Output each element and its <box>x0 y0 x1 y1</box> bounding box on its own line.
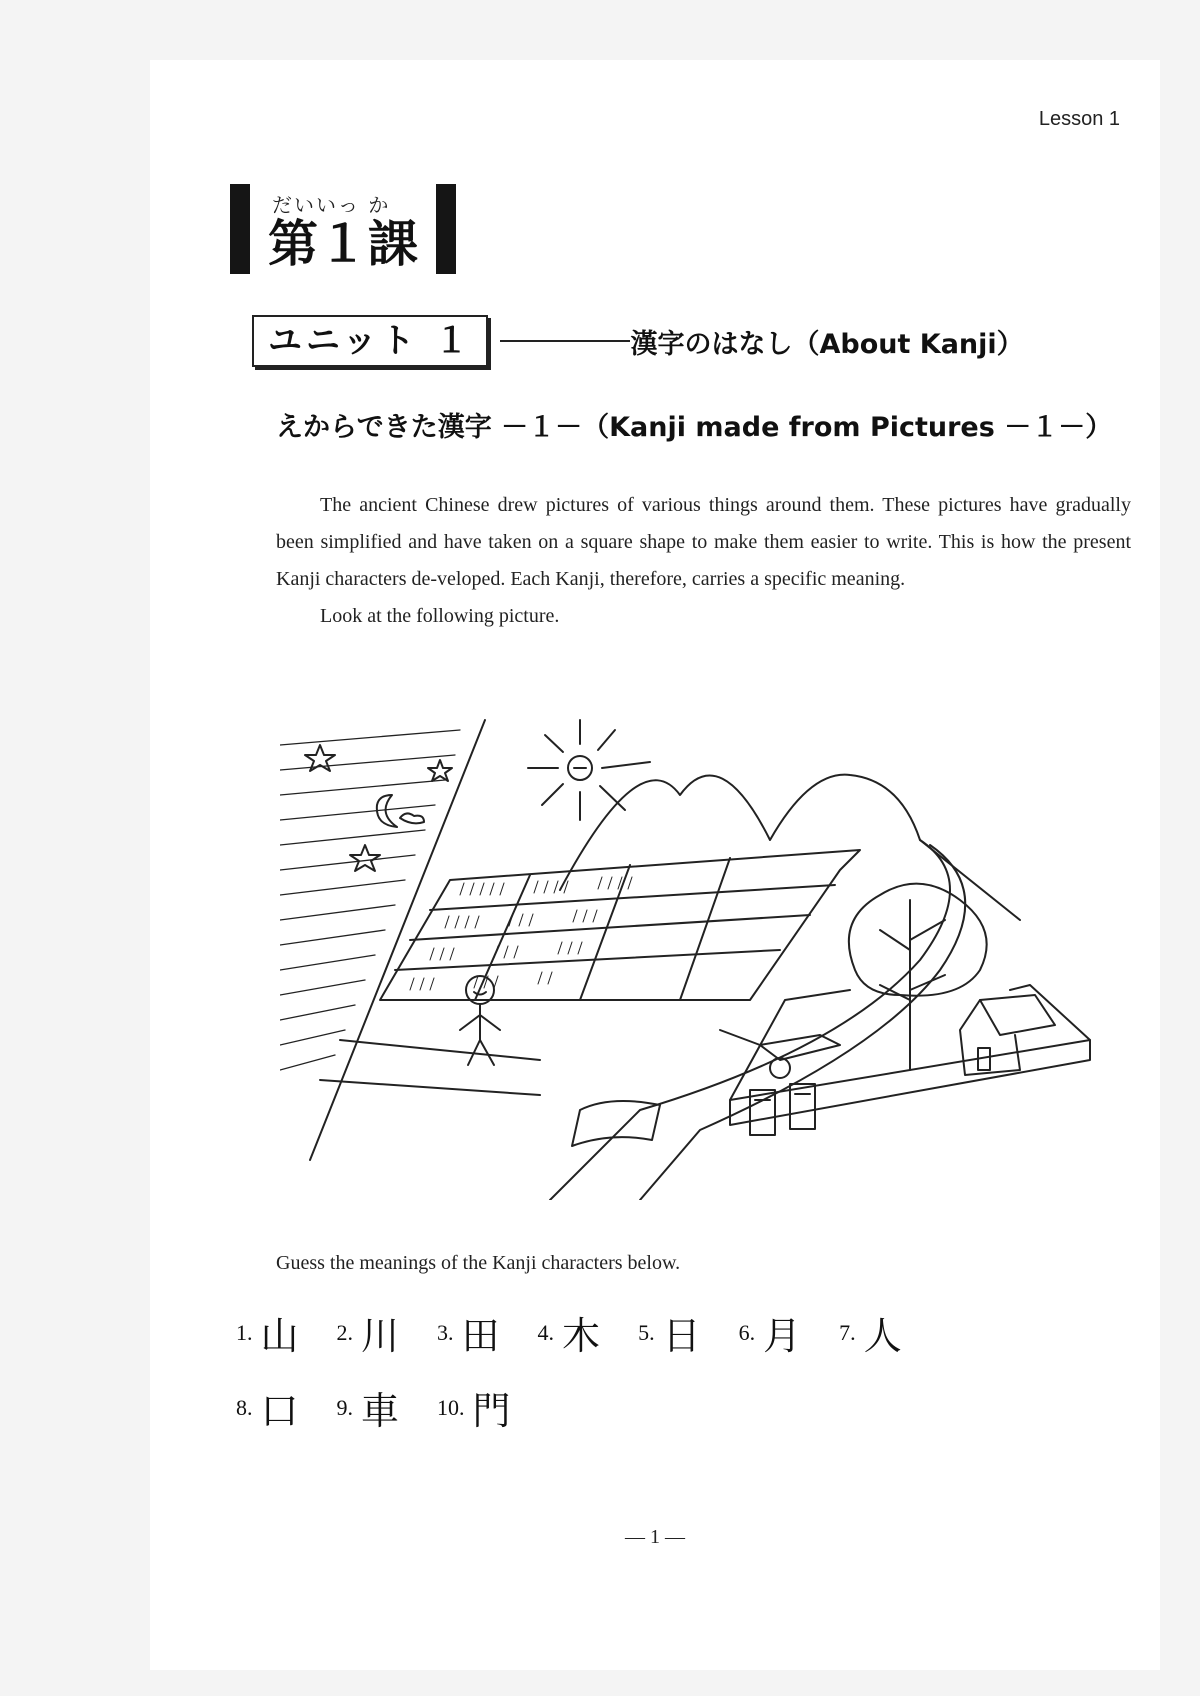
kanji-number: 9. <box>336 1394 354 1420</box>
unit-label: ユニット １ <box>252 315 488 367</box>
sun-icon <box>528 720 650 820</box>
lesson-title-block <box>230 184 456 274</box>
kanji-item <box>236 1380 299 1435</box>
unit-heading <box>252 315 1024 367</box>
night-boundary-line <box>310 720 485 1160</box>
moon-icon <box>377 795 397 827</box>
kanji-number: 6. <box>738 1319 756 1345</box>
section-subtitle: えからできた漢字 －１－（Kanji made from Pictures －１－） <box>276 412 1113 443</box>
kanji-character: 門 <box>472 1389 511 1433</box>
kanji-number: 10. <box>437 1394 465 1420</box>
body-paragraph-2: Look at the following picture. <box>320 605 560 627</box>
landscape-illustration <box>280 700 1110 1200</box>
house-icon <box>960 995 1055 1075</box>
kanji-number: 5. <box>638 1319 655 1345</box>
kanji-number: 7. <box>839 1319 856 1345</box>
kanji-character: 口 <box>260 1389 299 1433</box>
body-text <box>276 487 1131 635</box>
kanji-item <box>839 1305 902 1360</box>
road <box>340 1040 540 1060</box>
kanji-item <box>437 1380 511 1435</box>
kanji-item <box>739 1305 802 1360</box>
cloud-icon <box>400 813 424 823</box>
tree-icon <box>849 884 987 1070</box>
kanji-character: 日 <box>662 1314 701 1358</box>
kanji-number: 4. <box>537 1319 555 1345</box>
kanji-item <box>538 1305 601 1360</box>
kanji-character: 川 <box>361 1314 400 1358</box>
river-right-bank <box>640 845 965 1200</box>
lesson-title: 第１課 <box>268 215 418 273</box>
kanji-row-1 <box>236 1305 940 1360</box>
kanji-item <box>236 1305 299 1360</box>
kanji-character: 山 <box>260 1314 299 1358</box>
page-number: — 1 — <box>625 1526 685 1548</box>
kanji-item <box>337 1380 400 1435</box>
title-bar-right <box>436 184 456 274</box>
kanji-number: 2. <box>336 1319 354 1345</box>
kanji-character: 月 <box>763 1314 802 1358</box>
kanji-number: 8. <box>236 1394 253 1420</box>
question-prompt: Guess the meanings of the Kanji characters below. <box>276 1252 681 1274</box>
kanji-item <box>638 1305 701 1360</box>
kanji-number: 1. <box>236 1319 253 1345</box>
kanji-number: 3. <box>437 1319 454 1345</box>
lesson-label: Lesson 1 <box>1038 108 1120 130</box>
title-inner <box>250 189 436 274</box>
title-furigana: だいいっ か <box>272 193 391 217</box>
kanji-item <box>337 1305 400 1360</box>
unit-connector-line <box>500 340 630 342</box>
rice-fields <box>380 850 860 1000</box>
kanji-item <box>437 1305 500 1360</box>
title-bar-left <box>230 184 250 274</box>
kanji-character: 人 <box>863 1314 902 1358</box>
road-edge <box>320 1080 540 1095</box>
kanji-character: 木 <box>562 1314 601 1358</box>
star-icon <box>305 745 452 871</box>
cart-icon <box>720 1030 840 1078</box>
kanji-row-2 <box>236 1380 549 1435</box>
kanji-character: 田 <box>461 1314 500 1358</box>
kanji-character: 車 <box>361 1389 400 1433</box>
document-page <box>150 60 1160 1670</box>
unit-topic: 漢字のはなし（About Kanji） <box>630 328 1024 360</box>
body-paragraph-1: The ancient Chinese drew pictures of various things around them. These pictures have gradually been simplified and have taken on a square shape to make them easier to write. This is how the present Kanji characters de-veloped. Each Kanji, therefore, carries a specific meaning. <box>276 494 1131 590</box>
